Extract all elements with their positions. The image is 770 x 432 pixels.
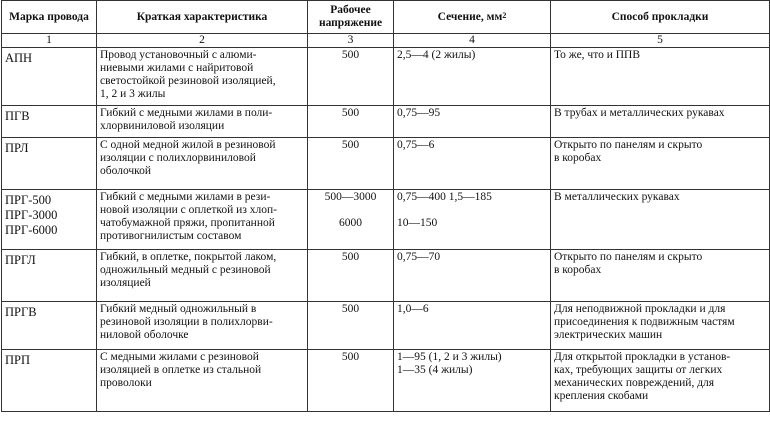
grade-text: ПРП: [5, 353, 31, 367]
section-text: 1,0—6: [397, 303, 429, 315]
grade-cell: [2, 106, 97, 138]
description-cell: [97, 350, 308, 412]
description-line: Гибкий с медными жилами в рези-: [100, 191, 271, 203]
column-number: 1: [2, 34, 97, 48]
description-cell: [97, 250, 308, 302]
laying-cell: [551, 190, 770, 250]
description-line: проволоки: [100, 377, 152, 389]
voltage-cell: [308, 138, 394, 190]
laying-text: То же, что и ППВ: [554, 49, 641, 61]
voltage-text: 500: [341, 303, 360, 315]
header-laying: Способ прокладки: [551, 1, 770, 34]
section-text: 1—95 (1, 2 и 3 жилы): [397, 351, 502, 363]
header-description: Краткая характеристика: [97, 1, 308, 34]
laying-cell: [551, 250, 770, 302]
description-line: 1, 2 и 3 жилы: [100, 88, 166, 100]
table-row: [2, 302, 770, 350]
description-line: резиновой изоляции в полихлорви-: [100, 316, 273, 328]
description-line: С одной медной жилой в резиновой: [100, 139, 276, 151]
grade-cell: [2, 190, 97, 250]
laying-cell: [551, 48, 770, 106]
laying-text: ках, требующих защиты от легких: [554, 364, 723, 376]
description-line: чатобумажной пряжи, пропитанной: [100, 217, 275, 229]
section-cell: [394, 190, 551, 250]
description-cell: [97, 106, 308, 138]
description-line: Гибкий медный одножильный в: [100, 303, 257, 315]
laying-cell: [551, 138, 770, 190]
table-row: [2, 48, 770, 106]
column-number: 3: [308, 34, 394, 48]
laying-cell: [551, 106, 770, 138]
description-line: изоляцией: [100, 277, 151, 289]
voltage-text: 500: [341, 251, 360, 263]
description-line: ниевыми жилами с найритовой: [100, 62, 254, 74]
section-text: 0,75—6: [397, 139, 435, 151]
grade-text: ПРГВ: [5, 305, 37, 319]
laying-text: крепления скобами: [554, 390, 649, 402]
voltage-cell: [308, 190, 394, 250]
laying-text: Для открытой прокладки в установ-: [554, 351, 731, 363]
table-row: [2, 106, 770, 138]
wire-grades-table: [1, 0, 770, 412]
voltage-cell: [308, 106, 394, 138]
laying-cell: [551, 350, 770, 412]
section-cell: [394, 48, 551, 106]
section-text: 10—150: [397, 217, 438, 229]
description-line: противогнилистым составом: [100, 230, 242, 242]
description-cell: [97, 138, 308, 190]
section-cell: [394, 106, 551, 138]
laying-cell: [551, 302, 770, 350]
section-cell: [394, 250, 551, 302]
column-number: 5: [551, 34, 770, 48]
description-line: Гибкий, в оплетке, покрытой лаком,: [100, 251, 277, 263]
description-line: одножильный медный с резиновой: [100, 264, 271, 276]
laying-text: Открыто по панелям и скрыто: [554, 139, 703, 151]
grade-text: АПН: [5, 51, 33, 65]
table-row: [2, 250, 770, 302]
voltage-text: 500: [341, 49, 360, 61]
laying-text: в коробах: [554, 264, 602, 276]
section-text: 2,5—4 (2 жилы): [397, 49, 476, 61]
laying-text: электрических машин: [554, 329, 663, 341]
voltage-cell: [308, 350, 394, 412]
grade-text: ПРЛ: [5, 141, 29, 155]
voltage-cell: [308, 48, 394, 106]
voltage-text: 500: [341, 139, 360, 151]
section-text: 1—35 (4 жилы): [397, 364, 473, 376]
column-number: 2: [97, 34, 308, 48]
column-number: 4: [394, 34, 551, 48]
grade-cell: [2, 250, 97, 302]
voltage-text: 500: [341, 107, 360, 119]
section-cell: [394, 302, 551, 350]
table-row: [2, 190, 770, 250]
description-line: ниловой оболочке: [100, 329, 189, 341]
voltage-cell: [308, 302, 394, 350]
laying-text: В трубах и металлических рукавах: [554, 107, 725, 119]
voltage-text: 500: [341, 351, 360, 363]
grade-text: ПРГ-6000: [5, 223, 58, 237]
description-line: С медными жилами с резиновой: [100, 351, 259, 363]
grade-cell: [2, 138, 97, 190]
grade-cell: [2, 302, 97, 350]
grade-cell: [2, 350, 97, 412]
section-text: 0,75—95: [397, 107, 441, 119]
header-voltage-line2: напряжение: [318, 17, 383, 29]
header-section: [394, 1, 551, 34]
laying-text: механических повреждений, для: [554, 377, 715, 389]
grade-text: ПГВ: [5, 109, 30, 123]
table-row: [2, 350, 770, 412]
description-line: изоляции с полихлорвиниловой: [100, 152, 256, 164]
voltage-cell: [308, 250, 394, 302]
voltage-text: 6000: [339, 217, 362, 229]
grade-text: ПРГ-500: [5, 193, 52, 207]
column-number-row: [2, 34, 770, 48]
header-section-sup: 2: [502, 10, 507, 20]
laying-text: присоединения к подвижным частям: [554, 316, 735, 328]
section-text: 0,75—70: [397, 251, 441, 263]
description-cell: [97, 302, 308, 350]
header-section-text: Сечение, мм: [437, 10, 503, 23]
table-row: [2, 138, 770, 190]
description-cell: [97, 190, 308, 250]
description-line: Провод установочный с алюми-: [100, 49, 257, 61]
description-cell: [97, 48, 308, 106]
header-grade: Марка провода: [2, 1, 97, 34]
description-line: хлорвиниловой изоляции: [100, 120, 225, 132]
section-text: 0,75—400 1,5—185: [397, 191, 492, 203]
grade-text: ПРГЛ: [5, 253, 36, 267]
laying-text: в коробах: [554, 152, 602, 164]
laying-text: В металлических рукавах: [554, 191, 680, 203]
header-voltage: [308, 1, 394, 34]
section-cell: [394, 350, 551, 412]
voltage-text: 500—3000: [324, 191, 377, 203]
description-line: новой изоляции с оплеткой из хлоп-: [100, 204, 277, 216]
laying-text: Для неподвижной прокладки и для: [554, 303, 726, 315]
description-line: оболочкой: [100, 165, 152, 177]
grade-cell: [2, 48, 97, 106]
description-line: изоляцией в оплетке из стальной: [100, 364, 262, 376]
description-line: Гибкий с медными жилами в поли-: [100, 107, 273, 119]
laying-text: Открыто по панелям и скрыто: [554, 251, 703, 263]
header-row: [2, 1, 770, 34]
section-cell: [394, 138, 551, 190]
description-line: светостойкой резиновой изоляцией,: [100, 75, 276, 87]
grade-text: ПРГ-3000: [5, 208, 58, 222]
header-voltage-line1: Рабочее: [330, 4, 371, 16]
